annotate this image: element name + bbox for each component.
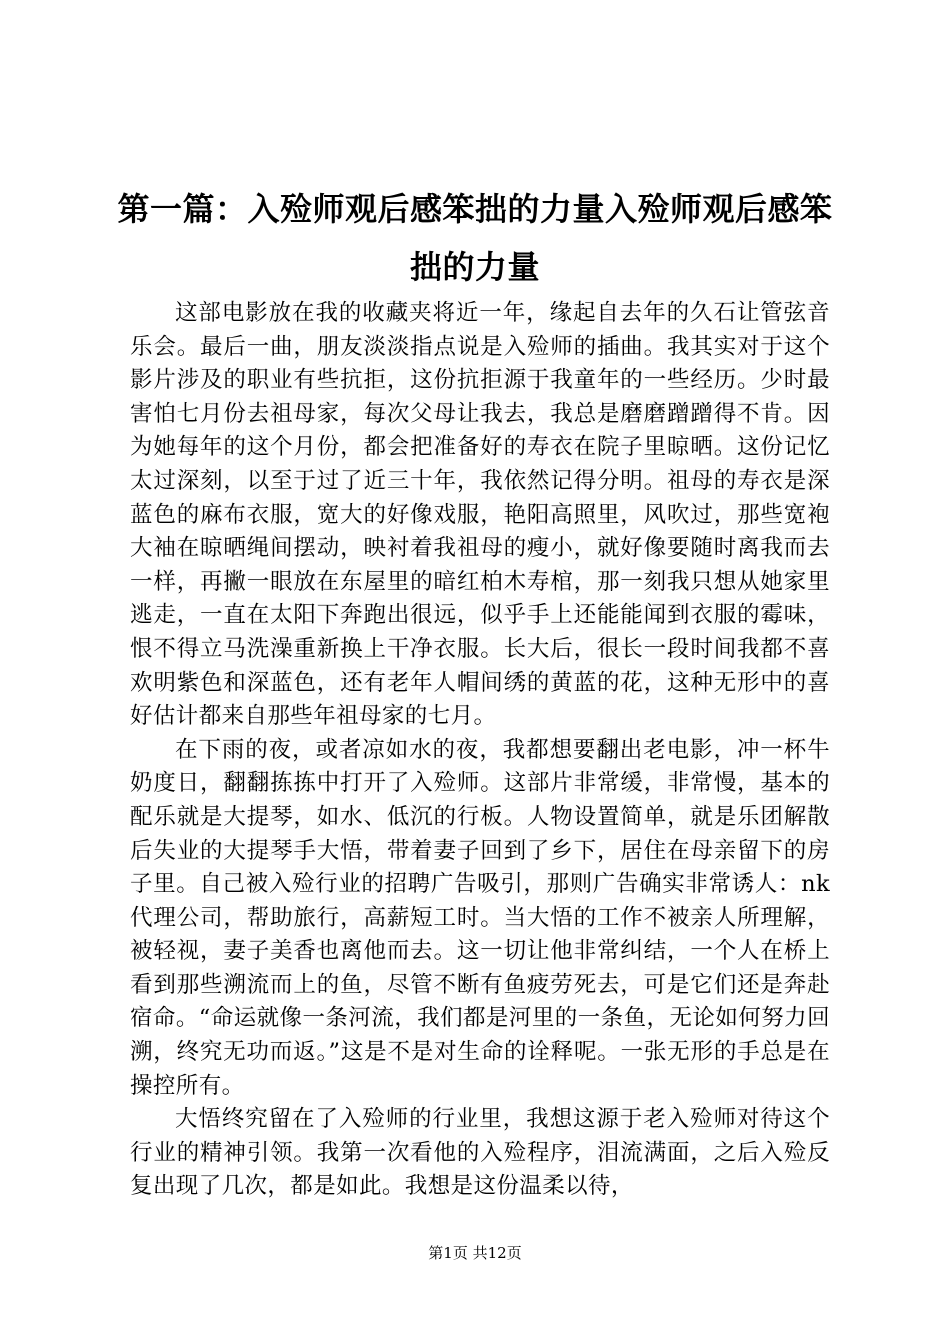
document-title: 第一篇：入殓师观后感笨拙的力量入殓师观后感笨拙的力量 bbox=[117, 190, 833, 286]
page-footer: 第1页 共12页 bbox=[428, 1244, 522, 1262]
document-body bbox=[130, 297, 830, 1204]
paragraph-1: 这部电影放在我的收藏夹将近一年，缘起自去年的久石让管弦音乐会。最后一曲，朋友淡淡指点说是入殓师的插曲。我其实对于这个影片涉及的职业有些抗拒，这份抗拒源于我童年的一些经历。少时最害怕七月份去祖母家，每次父母让我去，我总是磨磨蹭蹭得不肯。因为她每年的这个月份，都会把准备好的寿衣在院子里晾晒。这份记忆太过深刻，以至于过了近三十年，我依然记得分明。祖母的寿衣是深蓝色的麻布衣服，宽大的好像戏服，艳阳高照里，风吹过，那些宽袍大袖在晾晒绳间摆动，映衬着我祖母的瘦小，就好像要随时离我而去一样，再撇一眼放在东屋里的暗红柏木寿棺，那一刻我只想从她家里逃走，一直在太阳下奔跑出很远，似乎手上还能能闻到衣服的霉味，恨不得立马洗澡重新换上干净衣服。长大后，很长一段时间我都不喜欢明紫色和深蓝色，还有老年人帽间绣的黄蓝的花，这种无形中的喜好估计都来自那些年祖母家的七月。 bbox=[130, 300, 830, 730]
paragraph-3: 大悟终究留在了入殓师的行业里，我想这源于老入殓师对待这个行业的精神引领。我第一次看他的入殓程序，泪流满面，之后入殓反复出现了几次，都是如此。我想是这份温柔以待， bbox=[130, 1106, 830, 1200]
paragraph-2: 在下雨的夜，或者凉如水的夜，我都想要翻出老电影，冲一杯牛奶度日，翻翻拣拣中打开了入殓师。这部片非常缓，非常慢，基本的配乐就是大提琴，如水、低沉的行板。人物设置简单，就是乐团解散后失业的大提琴手大悟，带着妻子回到了乡下，居住在母亲留下的房子里。自己被入殓行业的招聘广告吸引，那则广告确实非常诱人：nk代理公司，帮助旅行，高薪短工时。当大悟的工作不被亲人所理解，被轻视，妻子美香也离他而去。这一切让他非常纠结，一个人在桥上看到那些溯流而上的鱼，尽管不断有鱼疲劳死去，可是它们还是奔赴宿命。“命运就像一条河流，我们都是河里的一条鱼，无论如何努力回溯，终究无功而返。”这是不是对生命的诠释呢。一张无形的手总是在操控所有。 bbox=[130, 736, 830, 1099]
